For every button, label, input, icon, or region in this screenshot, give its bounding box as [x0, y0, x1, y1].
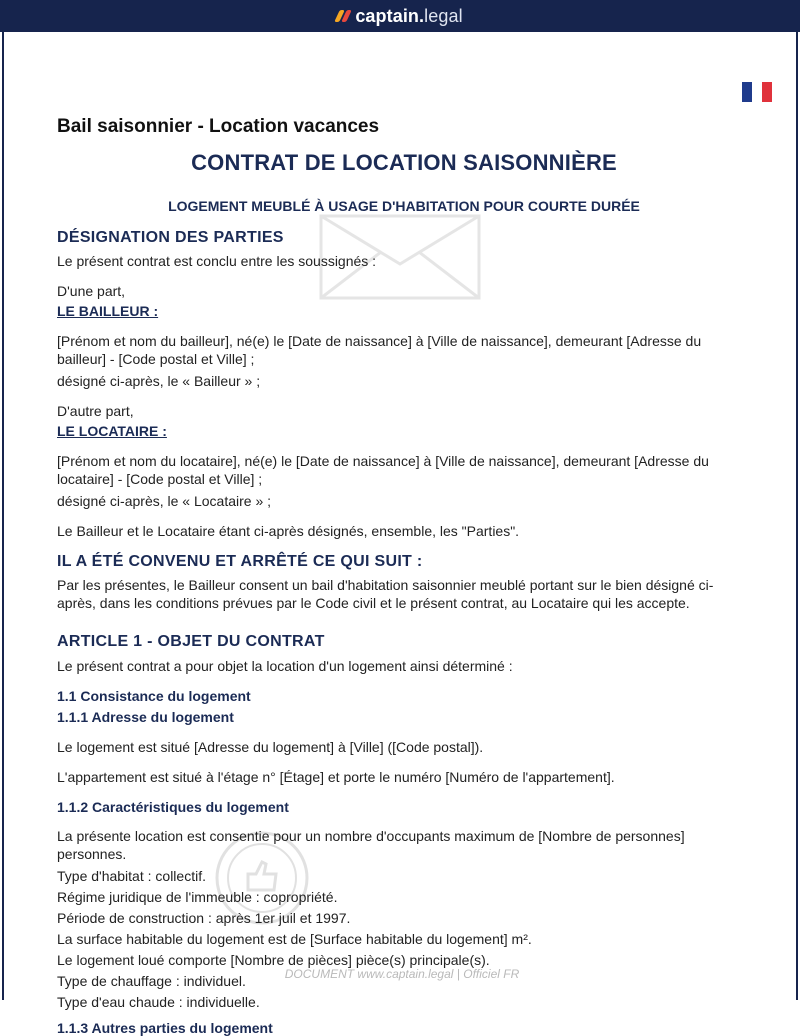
brand-tld: legal	[424, 5, 463, 26]
document-type: Bail saisonnier - Location vacances	[57, 116, 380, 137]
section-1-1-heading: 1.1 Consistance du logement	[57, 688, 251, 704]
designation-heading: DÉSIGNATION DES PARTIES	[57, 229, 284, 246]
brand-name: captain	[355, 5, 420, 26]
section-1-1-1-heading: 1.1.1 Adresse du logement	[57, 709, 234, 725]
list-item: Type de chauffage : individuel.	[57, 973, 246, 989]
list-item: Régime juridique de l'immeuble : copropriété.	[57, 889, 338, 905]
agreed-heading: IL A ÉTÉ CONVENU ET ARRÊTÉ CE QUI SUIT :	[57, 553, 423, 570]
tenant-label: LE LOCATAIRE :	[57, 423, 167, 439]
brand-logo[interactable]	[337, 6, 462, 27]
characteristics-list	[57, 867, 532, 1014]
section-1-1-2-heading: 1.1.2 Caractéristiques du logement	[57, 799, 289, 815]
intro-text: Le présent contrat est conclu entre les soussignés :	[57, 253, 377, 269]
part-one-text: D'une part,	[57, 283, 126, 299]
list-item: Type d'eau chaude : individuelle.	[57, 994, 260, 1010]
landlord-details: [Prénom et nom du bailleur], né(e) le [Date de naissance] à [Ville de naissance], demeurant [Adresse du bailleur] - [Code postal et Ville] ;	[57, 333, 702, 367]
tenant-details: [Prénom et nom du locataire], né(e) le [Date de naissance] à [Ville de naissance], demeurant [Adresse du locataire] - [Code postal et Ville] ;	[57, 453, 709, 487]
contract-title: CONTRAT DE LOCATION SAISONNIÈRE	[191, 150, 617, 175]
occupancy-text: La présente location est consentie pour un nombre d'occupants maximum de [Nombre de personnes] personnes.	[57, 828, 685, 862]
list-item: La surface habitable du logement est de [Surface habitable du logement] m².	[57, 931, 532, 947]
section-1-1-3-heading: 1.1.3 Autres parties du logement	[57, 1020, 273, 1036]
apartment-text: L'appartement est situé à l'étage n° [Étage] et porte le numéro [Numéro de l'appartement].	[57, 769, 615, 785]
french-flag-icon[interactable]	[742, 82, 772, 102]
landlord-designation: désigné ci-après, le « Bailleur » ;	[57, 373, 261, 389]
address-text: Le logement est situé [Adresse du logement] à [Ville] ([Code postal]).	[57, 739, 484, 755]
captain-logo-icon	[337, 10, 351, 22]
agreed-text: Par les présentes, le Bailleur consent un bail d'habitation saisonnier meublé portant sur le bien désigné ci-après, dans les conditions prévues par le Code civil et le présent contrat, au Locataire qui les accepte.	[57, 577, 714, 611]
article1-intro: Le présent contrat a pour objet la location d'un logement ainsi déterminé :	[57, 658, 513, 674]
article1-heading: ARTICLE 1 - OBJET DU CONTRAT	[57, 633, 325, 650]
brand-dot: .	[419, 5, 425, 26]
list-item: Période de construction : après 1er juil et 1997.	[57, 910, 351, 926]
list-item: Le logement loué comporte [Nombre de pièces] pièce(s) principale(s).	[57, 952, 490, 968]
tenant-designation: désigné ci-après, le « Locataire » ;	[57, 493, 272, 509]
landlord-label: LE BAILLEUR :	[57, 303, 159, 319]
contract-subtitle: LOGEMENT MEUBLÉ À USAGE D'HABITATION POUR COURTE DURÉE	[168, 198, 640, 214]
top-bar	[0, 0, 800, 32]
document-page	[2, 32, 798, 1036]
part-two-text: D'autre part,	[57, 403, 134, 419]
list-item: Type d'habitat : collectif.	[57, 868, 206, 884]
document-footer-watermark: DOCUMENT www.captain.legal | Officiel FR	[284, 967, 520, 981]
parties-note: Le Bailleur et le Locataire étant ci-après désignés, ensemble, les "Parties".	[57, 523, 520, 539]
